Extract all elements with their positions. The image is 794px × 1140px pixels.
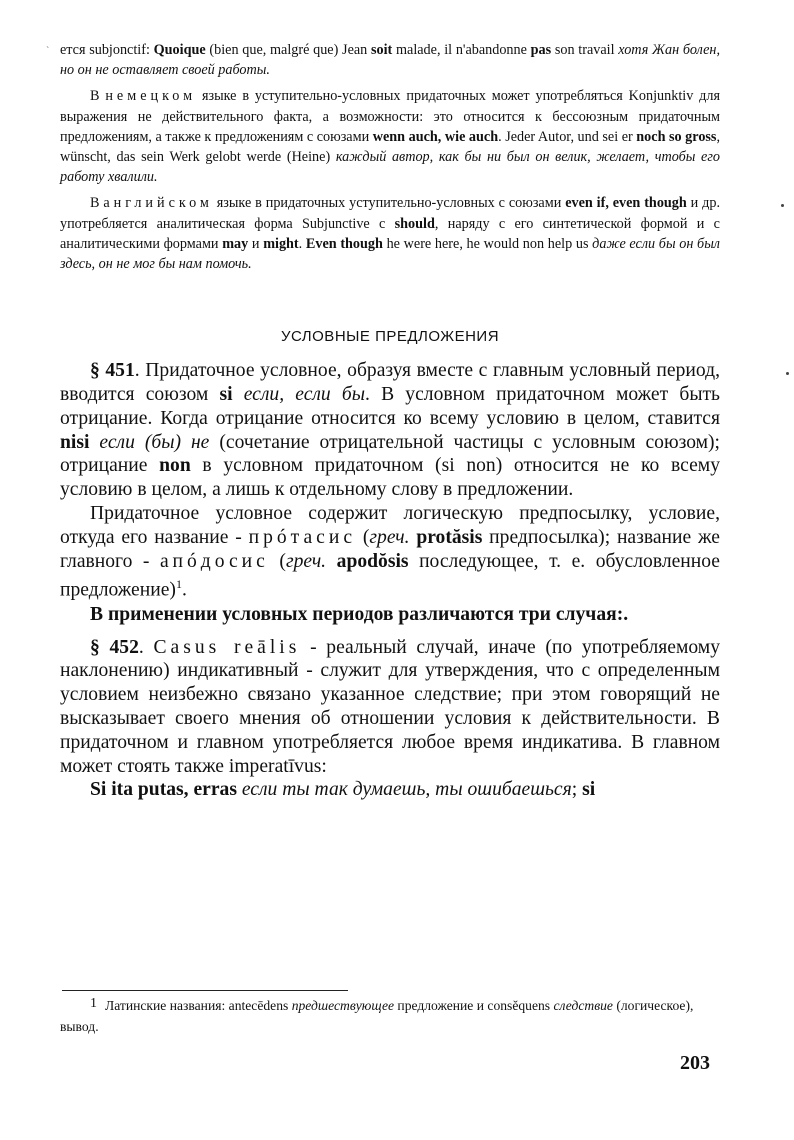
- intro-paragraph-english: В английском языке в придаточных уступительно-условных с союзами even if, even though и др. употребляется аналитическая форма Subjunctive с should, наряду с его синтетической формой и с аналитическими формами may и might. Even though he were here, he would non help us даже если бы он был здесь, он не мог бы нам помочь.: [60, 195, 721, 273]
- footnote: 1 Латинские названия: antecēdens предшествующее предложение и consĕquens следствие (логическое), вывод.: [60, 996, 694, 1034]
- scan-speck: [781, 204, 784, 207]
- paragraph-number: § 451: [90, 360, 135, 382]
- page-body: [46, 40, 721, 802]
- intro-paragraph-french: ` ется subjonctif: Quoique (bien que, malgré que) Jean soit malade, il n'abandonne pas son travail хотя Жан болен, но он не оставляет своей работы.: [46, 42, 720, 79]
- margin-mark: `: [46, 46, 50, 57]
- footnote-divider: [62, 990, 348, 991]
- page-number: 203: [680, 1052, 710, 1074]
- paragraph-452: § 452. Casus reālis - реальный случай, иначе (по употребляемому наклонению) индикативный - служит для утверждения, что с определенным условием неизбежно связано указанное следствие; при этом говорящий не высказывает своего мнения об отношении условия к действительности. В придаточном и главном употребляется любое время индикатива. В главном может стоять также imperatīvus:: [60, 636, 720, 777]
- scan-speck: [786, 372, 789, 375]
- paragraph-451: § 451. Придаточное условное, образуя вместе с главным условный период, вводится союзом si если, если бы. В условном придаточном может быть отрицание. Когда отрицание относится ко всему условию в целом, ставится nisi если (бы) не (сочетание отрицательной частицы с условным союзом); отрицание non в условном придаточном (si non) относится не ко всему условию в целом, а лишь к отдельному слову в предложении.: [60, 360, 720, 501]
- intro-paragraph-german: В немецком языке в уступительно-условных придаточных может употребляться Konjunktiv для выражения не действительного факта, а возможности: это относится к бессоюзным придаточным предложениям, а также к предложениям с союзами wenn auch, wie auch. Jeder Autor, und sei er noch so gross, wünscht, das sein Werk gelobt werde (Heine) каждый автор, как бы ни был он велик, желает, чтобы его работу хвалили.: [60, 88, 720, 186]
- footnote-reference: 1: [175, 577, 182, 592]
- example-sentence: Si ita putas, erras если ты так думаешь, ты ошибаешься; si: [90, 779, 596, 801]
- paragraph-cases: В применении условных периодов различаются три случая:.: [90, 603, 629, 625]
- paragraph-protasis: Придаточное условное содержит логическую предпосылку, условие, откуда его название - прóтасис (греч. protăsis предпосылка); название же главного - апóдосис (греч. apodŏsis последующее, т. е. обусловленное предложение)$^1$.: [60, 503, 721, 601]
- footnote-number: 1: [90, 996, 97, 1011]
- section-title: УСЛОВНЫЕ ПРЕДЛОЖЕНИЯ: [280, 328, 500, 346]
- paragraph-number: § 452: [90, 636, 139, 658]
